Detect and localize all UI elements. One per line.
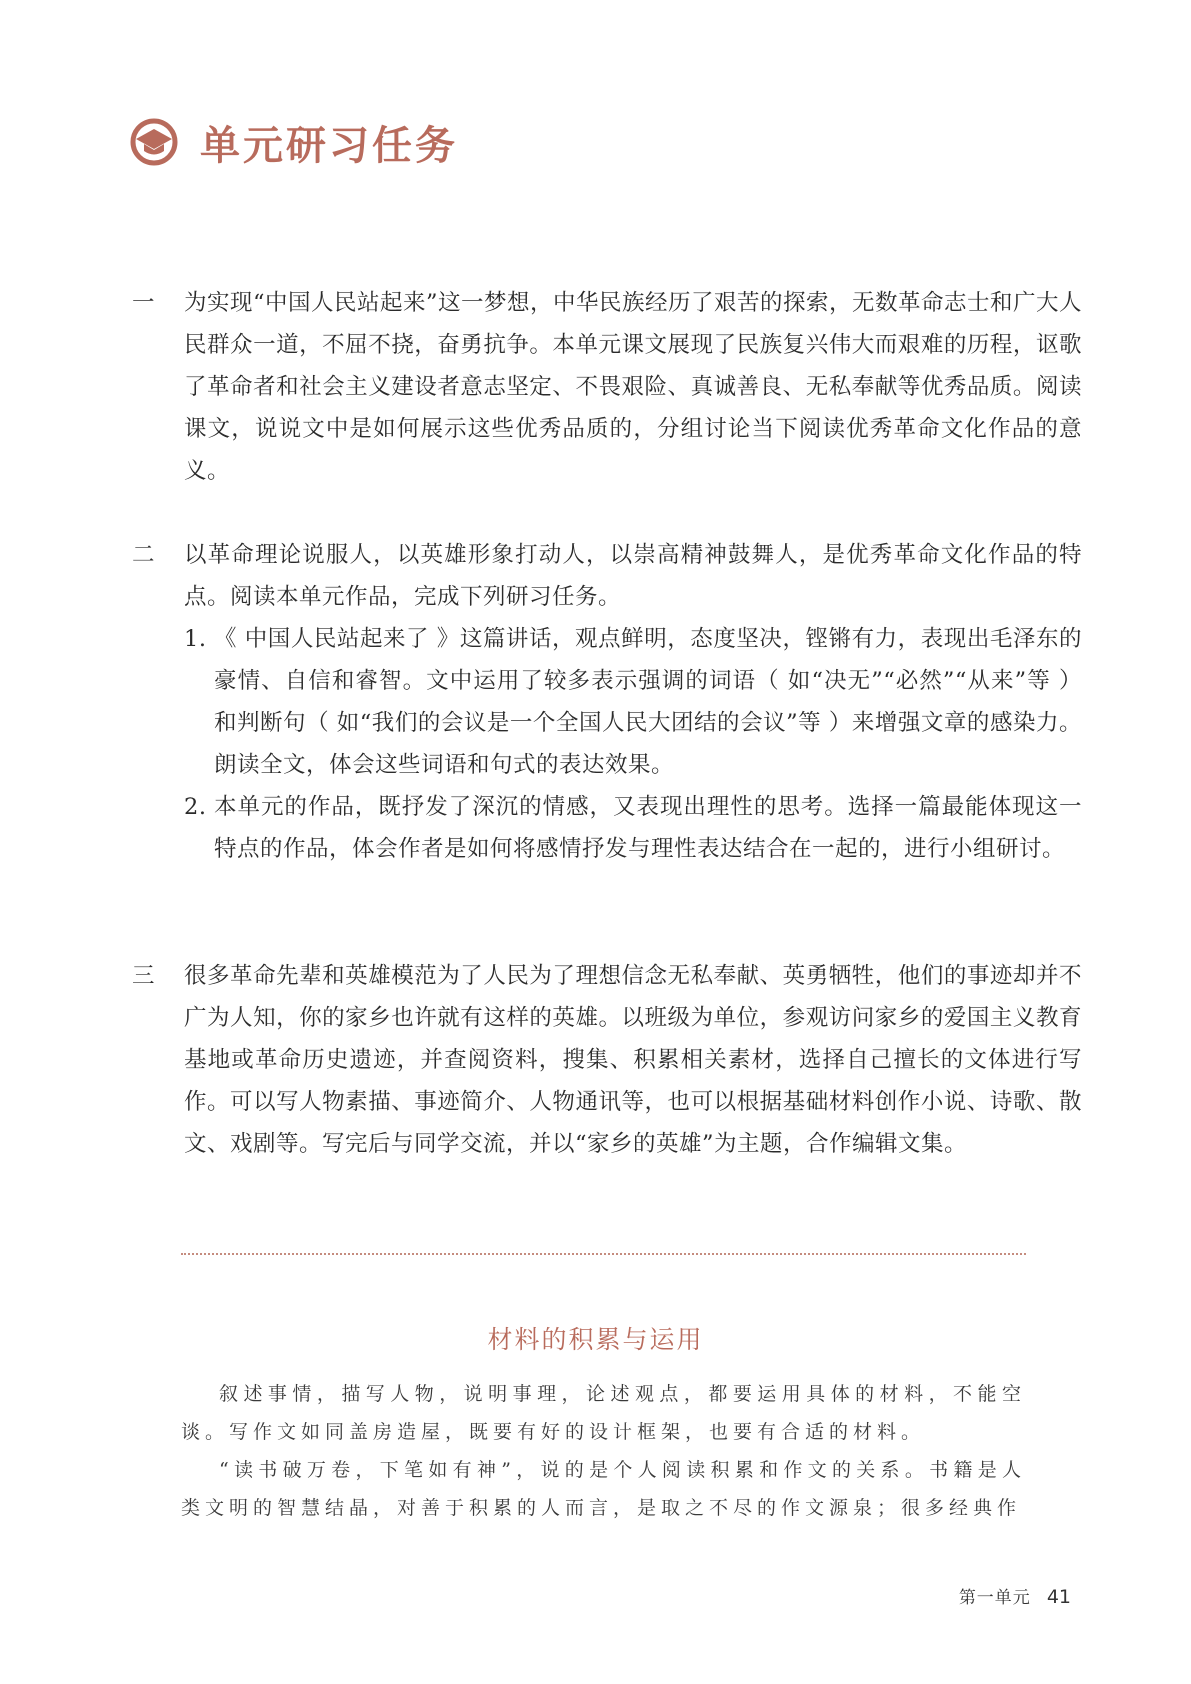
subtask-item xyxy=(184,618,1082,786)
task-text: 很多革命先辈和英雄模范为了人民为了理想信念无私奉献、英勇牺牲，他们的事迹却并不广为人知，你的家乡也许就有这样的英雄。以班级为单位，参观访问家乡的爱国主义教育基地或革命历史遗迹，并查阅资料，搜集、积累相关素材，选择自己擅长的文体进行写作。可以写人物素描、事迹简介、人物通讯等，也可以根据基础材料创作小说、诗歌、散文、戏剧等。写完后与同学交流，并以“家乡的英雄”为主题，合作编辑文集。 xyxy=(184,963,1082,1157)
task-number: 二 xyxy=(132,542,155,568)
task-text: 为实现“中国人民站起来”这一梦想，中华民族经历了艰苦的探索，无数革命志士和广大人民群众一道，不屈不挠，奋勇抗争。本单元课文展现了民族复兴伟大而艰难的历程，讴歌了革命者和社会主义建设者意志坚定、不畏艰险、真诚善良、无私奉献等优秀品质。阅读课文，说说文中是如何展示这些优秀品质的，分组讨论当下阅读优秀革命文化作品的意义。 xyxy=(184,290,1083,484)
section-paragraph: 叙述事情，描写人物，说明事理，论述观点，都要运用具体的材料，不能空谈。写作文如同盖房造屋，既要有好的设计框架，也要有合适的材料。 xyxy=(181,1383,1026,1443)
section-title: 材料的积累与运用 xyxy=(487,1325,704,1354)
subtask-text: 《 中国人民站起来了 》这篇讲话，观点鲜明，态度坚决，铿锵有力，表现出毛泽东的豪情、自信和睿智。文中运用了较多表示强调的词语（ 如“决无”“必然”“从来”等 ）和判断句（ 如“我们的会议是一个全国人民大团结的会议”等 ）来增强文章的感染力。朗读全文，体会这些词语和句式的表达效果。 xyxy=(214,626,1082,778)
footer-unit-label: 第一单元 xyxy=(958,1588,1031,1608)
task-number: 三 xyxy=(132,963,155,989)
dotted-divider xyxy=(181,1253,1026,1255)
task-number: 一 xyxy=(132,290,155,316)
task-item xyxy=(132,955,1082,1165)
task-item xyxy=(132,534,1082,870)
graduation-cap-icon xyxy=(130,118,178,166)
task-content xyxy=(184,534,1082,870)
page-footer xyxy=(959,1583,1071,1608)
subtask-number: 1. xyxy=(184,626,207,652)
subtask-item xyxy=(184,786,1082,870)
section-body xyxy=(181,1375,1026,1527)
task-text: 以革命理论说服人，以英雄形象打动人，以崇高精神鼓舞人，是优秀革命文化作品的特点。阅读本单元作品，完成下列研习任务。 xyxy=(184,542,1082,610)
page-number: 41 xyxy=(1046,1586,1071,1608)
subtask-number: 2. xyxy=(184,794,207,820)
page-header xyxy=(130,112,458,172)
page-title: 单元研习任务 xyxy=(200,121,458,169)
section-paragraph: “读书破万卷，下笔如有神”，说的是个人阅读积累和作文的关系。书籍是人类文明的智慧结晶，对善于积累的人而言，是取之不尽的作文源泉；很多经典作 xyxy=(181,1459,1026,1519)
task-item xyxy=(132,282,1082,492)
subtask-text: 本单元的作品，既抒发了深沉的情感，又表现出理性的思考。选择一篇最能体现这一特点的作品，体会作者是如何将感情抒发与理性表达结合在一起的，进行小组研讨。 xyxy=(214,794,1082,862)
